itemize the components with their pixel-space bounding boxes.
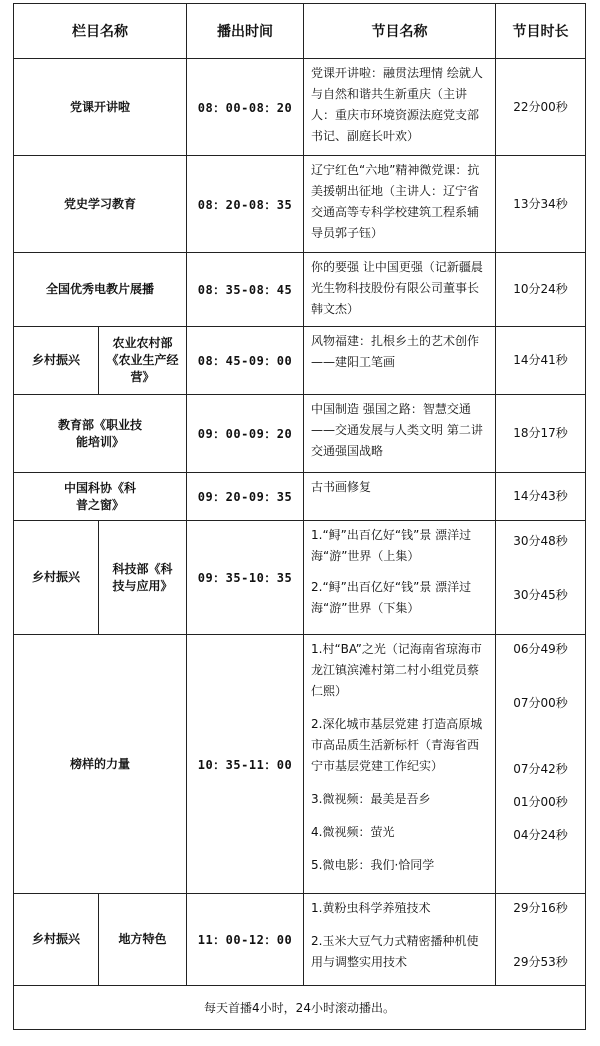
sub-column-cell: 地方特色	[99, 894, 187, 986]
header-row	[14, 4, 586, 59]
program-name-cell	[304, 395, 496, 473]
program-item: 2.玉米大豆气力式精密播种机使用与调整实用技术	[311, 934, 479, 969]
program-item: 风物福建：扎根乡土的艺术创作——建阳工笔画	[311, 334, 480, 369]
program-item: 5.微电影：我们·恰同学	[311, 858, 435, 872]
duration-item: 06分49秒	[513, 642, 568, 656]
program-item: 2.深化城市基层党建 打造高原城市高品质生活新标杆（青海省西宁市基层党建工作纪实）	[311, 717, 483, 773]
table-row	[14, 156, 586, 253]
program-item: 1.“鲟”出百亿好“钱”景 漂洋过海“游”世界（上集）	[311, 528, 472, 563]
program-name-cell	[304, 327, 496, 395]
table-row	[14, 253, 586, 327]
broadcast-time-cell: 09：00-09：20	[187, 395, 304, 473]
program-name-cell	[304, 473, 496, 521]
table-row	[14, 327, 586, 395]
column-name-cell: 教育部《职业技能培训》	[14, 395, 187, 473]
header-broadcast-time: 播出时间	[187, 4, 304, 59]
duration-item: 07分00秒	[513, 696, 568, 710]
table-row	[14, 473, 586, 521]
duration-cell	[496, 395, 586, 473]
program-name-cell	[304, 635, 496, 894]
program-item: 3.微视频：最美是吾乡	[311, 792, 431, 806]
sub-column-cell: 农业农村部《农业生产经营》	[99, 327, 187, 395]
program-name-cell	[304, 253, 496, 327]
header-program-duration: 节目时长	[496, 4, 586, 59]
broadcast-time-cell: 09：35-10：35	[187, 521, 304, 635]
program-item: 2.“鲟”出百亿好“钱”景 漂洋过海“游”世界（下集）	[311, 580, 472, 615]
duration-cell	[496, 59, 586, 156]
duration-cell	[496, 635, 586, 894]
broadcast-time-cell: 08：20-08：35	[187, 156, 304, 253]
column-name-cell: 党史学习教育	[14, 156, 187, 253]
program-item: 你的要强 让中国更强（记新疆晨光生物科技股份有限公司董事长韩文杰）	[311, 260, 483, 316]
header-column-name: 栏目名称	[14, 4, 187, 59]
duration-item: 30分45秒	[513, 588, 568, 602]
program-item: 1.黄粉虫科学养殖技术	[311, 901, 431, 915]
program-item: 古书画修复	[311, 480, 372, 494]
program-item: 1.村“BA”之光（记海南省琼海市龙江镇滨滩村第二村小组党员蔡仁熙）	[311, 642, 482, 698]
program-item: 党课开讲啦：融贯法理情 绘就人与自然和谐共生新重庆（主讲人：重庆市环境资源法庭党支部书记、副庭长叶欢）	[311, 66, 483, 143]
broadcast-time-cell: 08：45-09：00	[187, 327, 304, 395]
broadcast-time-cell: 09：20-09：35	[187, 473, 304, 521]
duration-item: 18分17秒	[513, 426, 568, 440]
footer-note: 每天首播4小时，24小时滚动播出。	[14, 986, 586, 1030]
duration-cell	[496, 894, 586, 986]
duration-cell	[496, 473, 586, 521]
broadcast-time-cell: 11：00-12：00	[187, 894, 304, 986]
header-program-name: 节目名称	[304, 4, 496, 59]
duration-item: 10分24秒	[513, 282, 568, 296]
program-name-cell	[304, 156, 496, 253]
table-row	[14, 635, 586, 894]
broadcast-schedule-table	[13, 3, 586, 1030]
footer-row	[14, 986, 586, 1030]
program-name-cell	[304, 894, 496, 986]
duration-item: 14分43秒	[513, 489, 568, 503]
broadcast-time-cell: 08：00-08：20	[187, 59, 304, 156]
column-name-cell: 榜样的力量	[14, 635, 187, 894]
duration-cell	[496, 327, 586, 395]
duration-item: 30分48秒	[513, 534, 568, 548]
duration-cell	[496, 156, 586, 253]
table-row	[14, 521, 586, 635]
duration-item: 07分42秒	[513, 762, 568, 776]
duration-item: 14分41秒	[513, 353, 568, 367]
duration-item: 04分24秒	[513, 828, 568, 842]
table-row	[14, 59, 586, 156]
table-row	[14, 395, 586, 473]
table-row	[14, 894, 586, 986]
column-name-cell: 全国优秀电教片展播	[14, 253, 187, 327]
duration-cell	[496, 253, 586, 327]
duration-item: 22分00秒	[513, 99, 568, 114]
column-name-cell: 乡村振兴	[14, 327, 99, 395]
program-name-cell	[304, 521, 496, 635]
duration-item: 29分16秒	[513, 901, 568, 915]
column-name-cell: 乡村振兴	[14, 894, 99, 986]
duration-item: 01分00秒	[513, 795, 568, 809]
sub-column-cell: 科技部《科技与应用》	[99, 521, 187, 635]
duration-item: 29分53秒	[513, 955, 568, 969]
duration-cell	[496, 521, 586, 635]
column-name-cell: 党课开讲啦	[14, 59, 187, 156]
program-item: 辽宁红色“六地”精神微党课：抗美援朝出征地（主讲人：辽宁省交通高等专科学校建筑工程系辅导员郭子钰）	[311, 163, 480, 240]
program-name-cell	[304, 59, 496, 156]
program-item: 4.微视频：萤光	[311, 825, 395, 839]
column-name-cell: 中国科协《科普之窗》	[14, 473, 187, 521]
duration-item: 13分34秒	[513, 196, 568, 211]
broadcast-time-cell: 08：35-08：45	[187, 253, 304, 327]
column-name-cell: 乡村振兴	[14, 521, 99, 635]
broadcast-time-cell: 10：35-11：00	[187, 635, 304, 894]
program-item: 中国制造 强国之路：智慧交通——交通发展与人类文明 第二讲 交通强国战略	[311, 402, 483, 458]
